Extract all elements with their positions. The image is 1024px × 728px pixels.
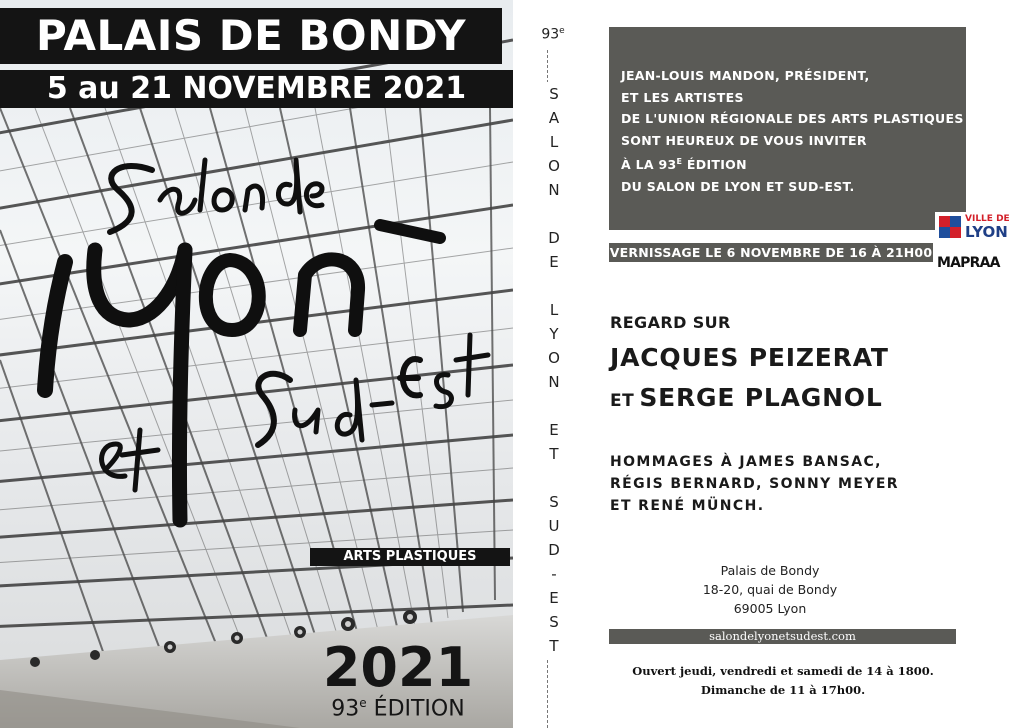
website-link[interactable]: salondelyonetsudest.com: [609, 629, 956, 644]
spine-gap: [544, 202, 564, 226]
spine-letter: E: [544, 250, 564, 274]
lyon-text: LYON: [965, 223, 1008, 241]
spine-letter: E: [544, 418, 564, 442]
spine-edition: [538, 26, 568, 43]
spine-letter: S: [544, 82, 564, 106]
invitation-line: ET LES ARTISTES: [621, 89, 744, 105]
hommages-line: ET RENÉ MÜNCH.: [610, 498, 765, 514]
invitation-edition-prefix: À LA 93: [621, 157, 677, 173]
spine-letter: L: [544, 298, 564, 322]
ville-de-text: VILLE DE: [965, 214, 1010, 224]
spine-number: 93: [541, 26, 560, 43]
poster-edition: [318, 690, 478, 722]
ville-de-lyon-logo: [935, 212, 1015, 242]
spine-gap: [544, 466, 564, 490]
spine-sup: e: [559, 26, 565, 36]
featured-artist-2-line: [610, 383, 883, 412]
address-line: 69005 Lyon: [733, 601, 807, 616]
spine-letter: U: [544, 514, 564, 538]
spine-gap: [544, 274, 564, 298]
spine-letter: T: [544, 634, 564, 658]
lyon-flag-icon: [939, 216, 961, 238]
spine-title: [540, 82, 568, 658]
category-bar: ARTS PLASTIQUES: [310, 548, 510, 566]
spine-letter: N: [544, 178, 564, 202]
spine-letter: A: [544, 106, 564, 130]
edition-sup: e: [359, 696, 367, 710]
hommages-block: [610, 451, 934, 517]
featured-artist-2: SERGE PLAGNOL: [639, 383, 883, 412]
spine-gap: [544, 394, 564, 418]
vernissage-bar: VERNISSAGE LE 6 NOVEMBRE DE 16 À 21H00: [609, 245, 933, 260]
invitation-line: [621, 151, 966, 176]
hommages-line: HOMMAGES À JAMES BANSAC,: [610, 454, 882, 470]
venue-address: [680, 561, 860, 618]
spine-letter: O: [544, 346, 564, 370]
invitation-edition-suffix: ÉDITION: [682, 157, 747, 173]
spine-letter: Y: [544, 322, 564, 346]
invitation-line: JEAN-LOUIS MANDON, PRÉSIDENT,: [621, 68, 870, 83]
et-conjunction: ET: [610, 391, 635, 411]
spine-letter: -: [544, 562, 564, 586]
poster-year: 2021: [322, 636, 474, 699]
invitation-line: SONT HEUREUX DE VOUS INVITER: [621, 132, 867, 148]
venue-title-bar: PALAIS DE BONDY: [0, 8, 502, 64]
spine-letter: N: [544, 370, 564, 394]
spine-letter: S: [544, 490, 564, 514]
mapraa-logo: MAPRAA: [937, 255, 1000, 271]
hommages-line: RÉGIS BERNARD, SONNY MEYER: [610, 476, 899, 492]
address-line: Palais de Bondy: [720, 563, 820, 578]
hours-line: Ouvert jeudi, vendredi et samedi de 14 à 1800.: [632, 664, 934, 678]
spine-letter: T: [544, 442, 564, 466]
edition-word: ÉDITION: [366, 696, 465, 722]
regard-sur-heading: REGARD SUR: [610, 313, 731, 332]
invitation-edition-sup: E: [676, 157, 683, 166]
featured-artist-1: JACQUES PEIZERAT: [610, 343, 889, 372]
invitation-line: DU SALON DE LYON ET SUD-EST.: [621, 178, 855, 194]
invitation-box: [609, 27, 966, 230]
hours-line: Dimanche de 11 à 17h00.: [700, 683, 866, 697]
spine-letter: D: [544, 538, 564, 562]
dates-bar: 5 au 21 NOVEMBRE 2021: [0, 70, 513, 108]
opening-hours: [614, 662, 952, 700]
spine-letter: E: [544, 586, 564, 610]
spine-letter: O: [544, 154, 564, 178]
spine-letter: D: [544, 226, 564, 250]
edition-number: 93: [331, 696, 360, 722]
invitation-line: DE L'UNION RÉGIONALE DES ARTS PLASTIQUES: [621, 111, 964, 126]
address-line: 18-20, quai de Bondy: [702, 582, 838, 597]
spine-letter: L: [544, 130, 564, 154]
spine-letter: S: [544, 610, 564, 634]
